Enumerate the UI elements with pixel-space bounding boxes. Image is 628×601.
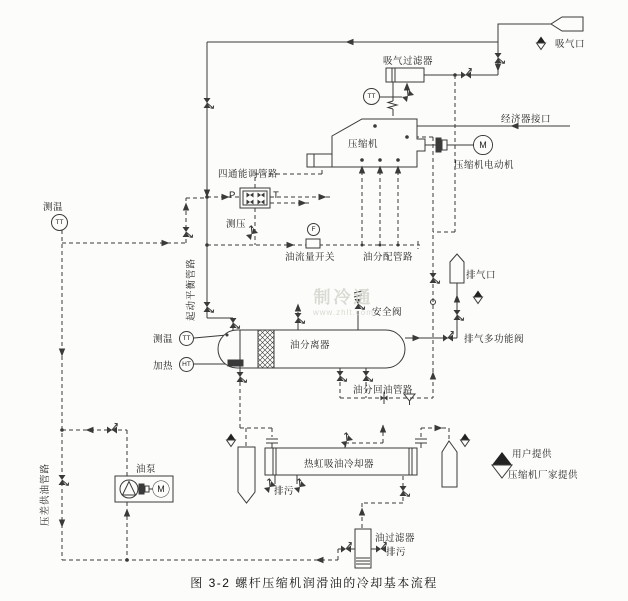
- label-suction-port: 吸气口: [555, 39, 586, 50]
- right-vessel-symbol: [442, 441, 457, 487]
- suction-filter-symbol: [386, 68, 424, 82]
- label-factory-supplied: 压缩机厂家提供: [508, 470, 579, 481]
- watermark-url: www.zhlt.com: [313, 308, 374, 317]
- label-drain-filter: 排污: [386, 547, 407, 558]
- label-discharge-multi-valve: 排气多功能阀: [464, 334, 525, 345]
- four-way-valve-block: [240, 188, 270, 208]
- flex-connector-icon: [388, 101, 397, 109]
- label-oil-filter: 油过滤器: [375, 533, 416, 544]
- flow-switch-body: [306, 239, 320, 248]
- watermark-text: 制冷通: [313, 288, 374, 307]
- label-compressor: 压缩机: [348, 139, 379, 150]
- flow-switch-instrument: F: [307, 223, 320, 236]
- watermark: [313, 283, 374, 317]
- label-oil-distribution: 油分配管路: [363, 252, 414, 263]
- discharge-port-symbol: [450, 254, 464, 283]
- label-measure-pressure: 测压: [226, 219, 247, 230]
- suction-port-symbol: [551, 17, 583, 31]
- label-safety-valve: 安全阀: [372, 307, 403, 318]
- temp-transmitter-suction: TT: [363, 88, 380, 105]
- label-oil-pump: 油泵: [136, 464, 157, 475]
- label-oil-flow-switch: 油流量开关: [285, 252, 336, 263]
- label-economizer-port: 经济器接口: [501, 114, 552, 125]
- label-measure-temp-top: 测温: [43, 202, 64, 213]
- label-four-way-line: 四通能调管路: [218, 169, 279, 180]
- temp-transmitter-separator: TT: [179, 331, 194, 346]
- label-heating: 加热: [153, 361, 174, 372]
- label-user-supplied: 用户提供: [512, 449, 553, 460]
- heater-instrument: HT: [179, 357, 194, 372]
- label-oil-separator: 油分离器: [290, 340, 331, 351]
- label-port-p: P: [229, 190, 236, 201]
- label-measure-temp-separator: 测温: [153, 334, 174, 345]
- label-suction-filter: 吸气过滤器: [383, 56, 434, 67]
- label-start-balance-line: 起动平衡管路: [186, 257, 197, 321]
- label-pressure-diff-line: 压差供油管路: [40, 462, 51, 526]
- label-discharge-port: 排气口: [466, 270, 497, 281]
- label-drain-cooler: 排污: [274, 486, 295, 497]
- label-compressor-motor: 压缩机电动机: [454, 160, 515, 171]
- label-thermosiphon-cooler: 热虹吸油冷却器: [304, 459, 375, 470]
- label-oil-return-line: 油分回油管路: [353, 385, 414, 396]
- left-vessel-symbol: [238, 447, 255, 503]
- label-port-t: T: [273, 190, 280, 201]
- figure-caption: 图 3-2 螺杆压缩机润滑油的冷却基本流程: [190, 576, 438, 590]
- oil-filter-symbol: [355, 529, 377, 568]
- pump-motor-letter: M: [153, 481, 169, 497]
- compressor-motor-letter: M: [474, 136, 492, 154]
- temp-transmitter-left: TT: [51, 214, 68, 231]
